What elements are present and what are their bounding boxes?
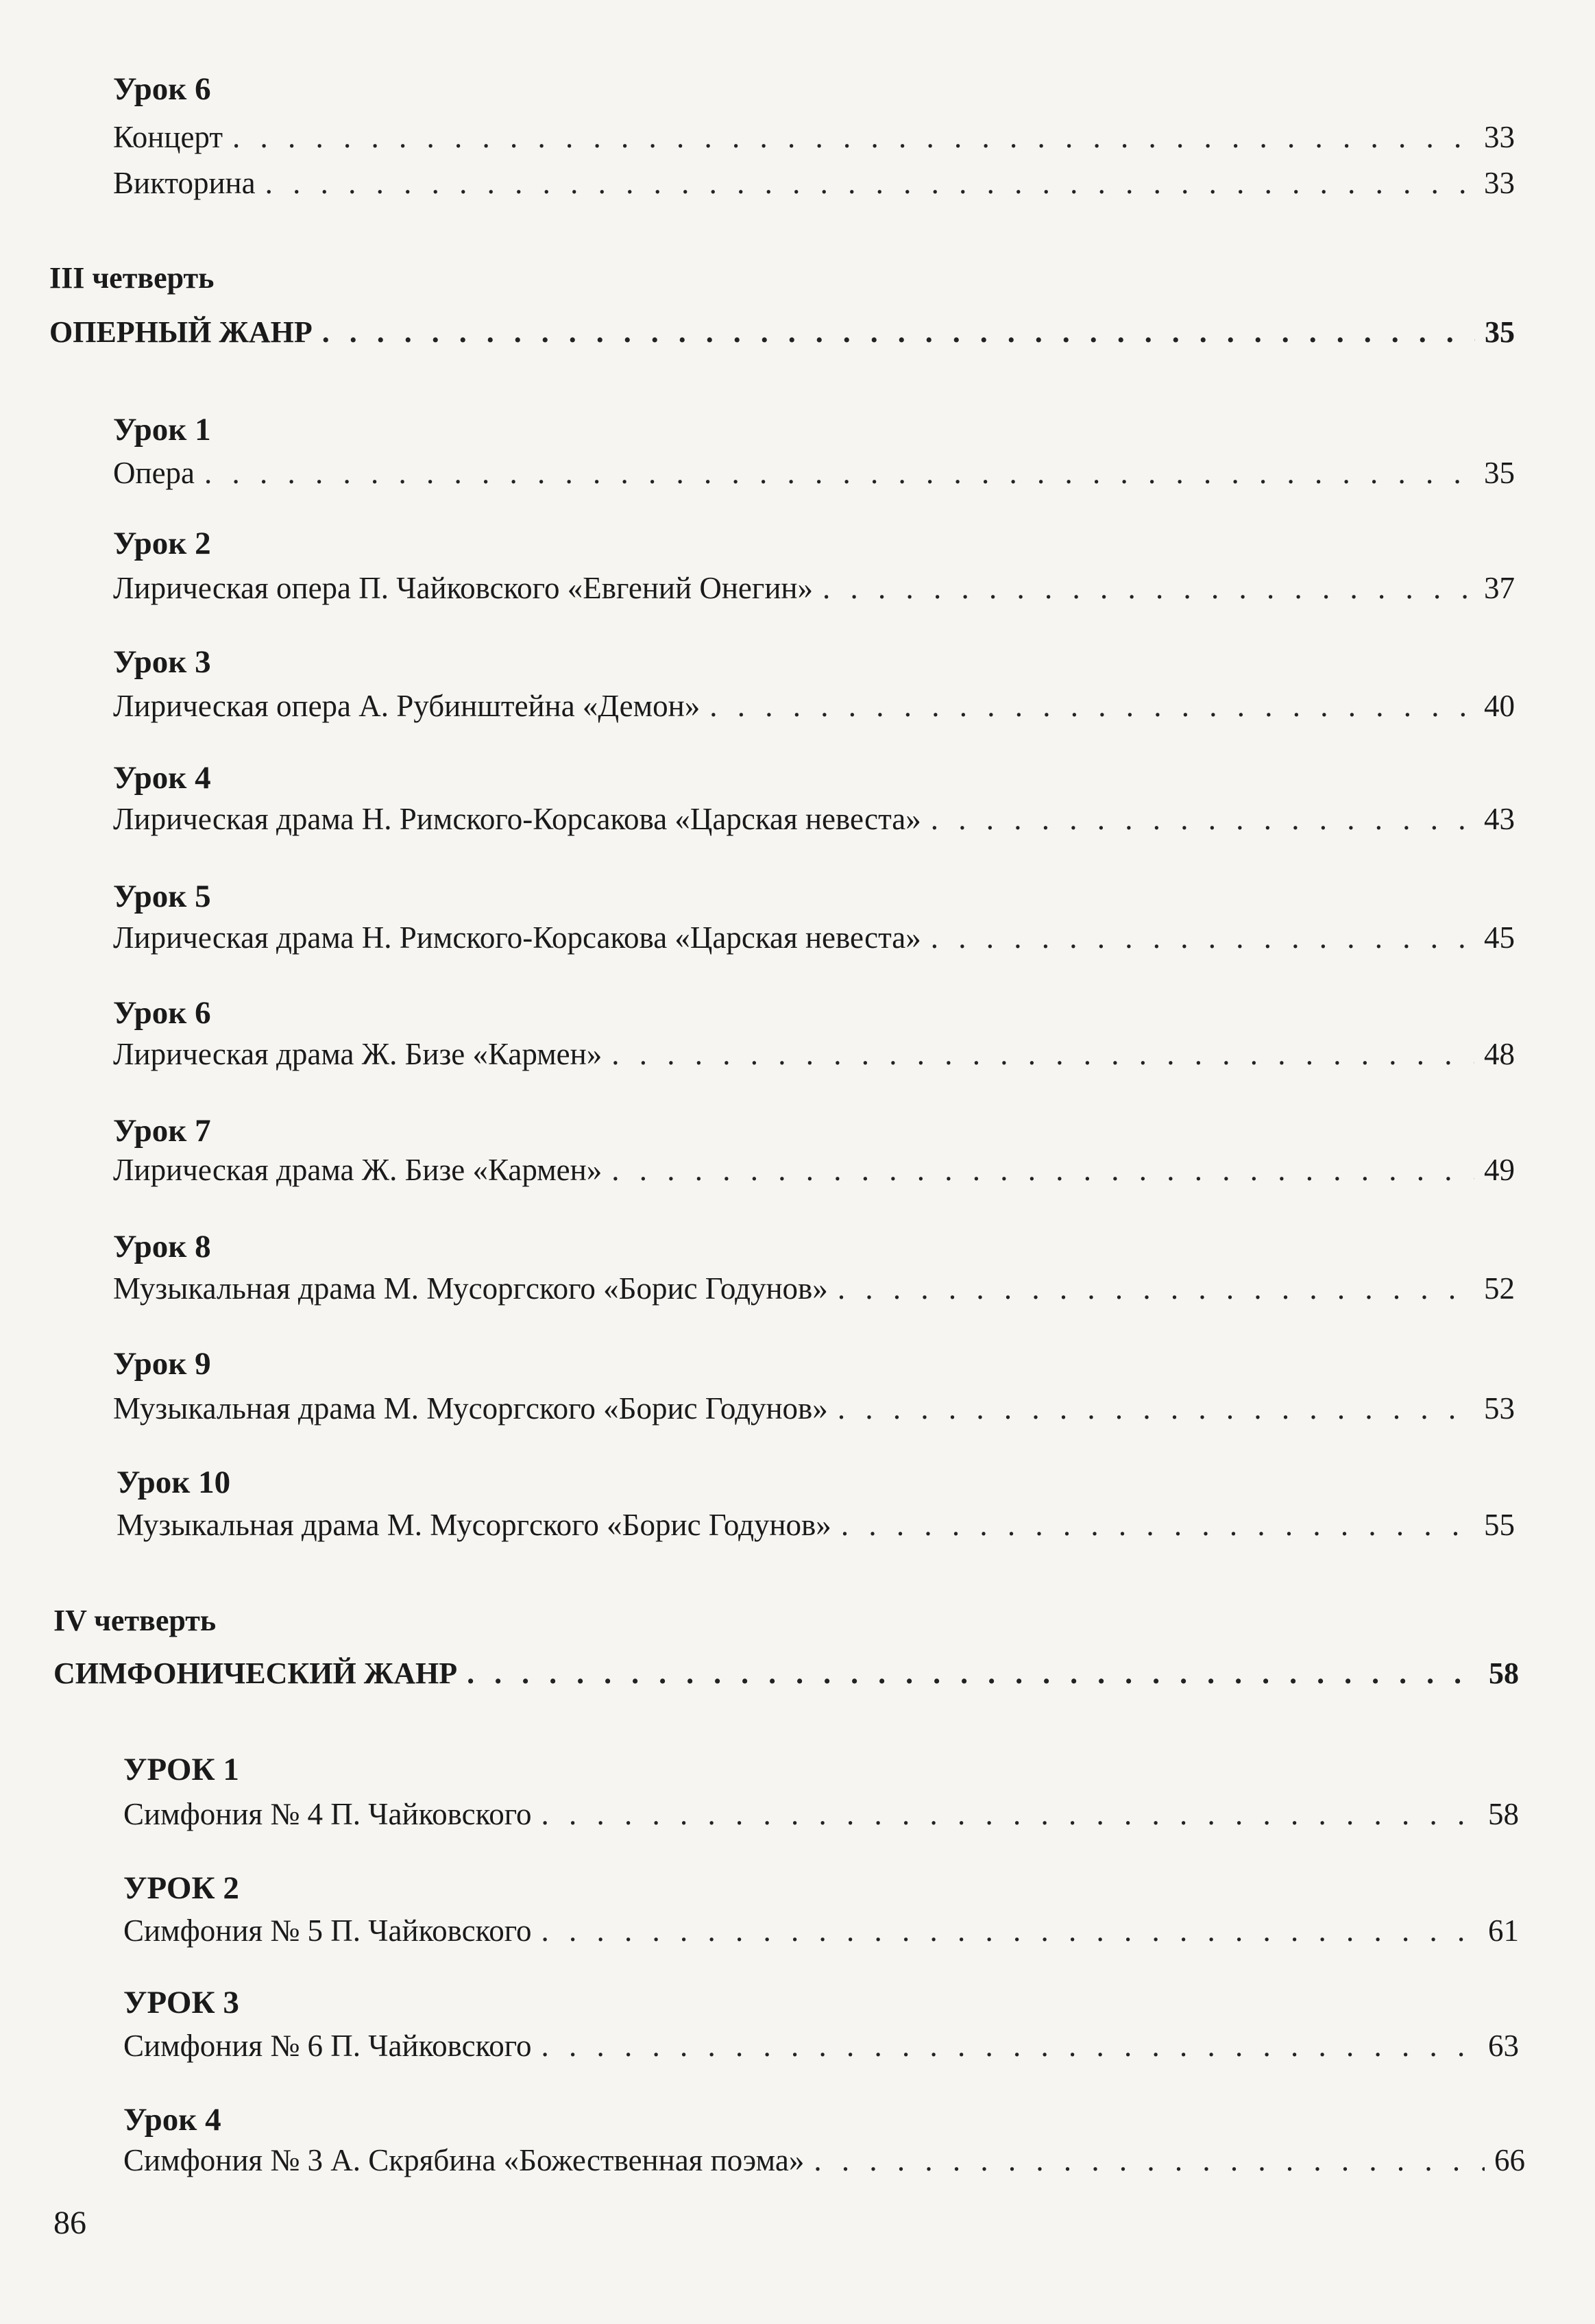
lesson-label: Урок 9 xyxy=(113,1346,211,1382)
dot-leader xyxy=(823,567,1474,609)
entry-page: 52 xyxy=(1484,1271,1515,1306)
toc-entry[interactable] xyxy=(123,2140,1525,2181)
entry-page: 53 xyxy=(1484,1391,1515,1426)
toc-entry-quiz[interactable] xyxy=(113,162,1515,204)
entry-title: Лирическая опера П. Чайковского «Евгений Онегин» xyxy=(113,571,814,605)
lesson-label: Урок 4 xyxy=(113,760,211,796)
dot-leader xyxy=(541,1794,1478,1835)
lesson-label: Урок 4 xyxy=(123,2102,221,2138)
lesson-label: Урок 2 xyxy=(113,526,211,561)
toc-entry[interactable] xyxy=(113,917,1515,958)
entry-title: Музыкальная драма М. Мусоргского «Борис Годунов» xyxy=(113,1391,828,1426)
toc-entry[interactable] xyxy=(113,1149,1515,1190)
toc-entry[interactable] xyxy=(113,1388,1515,1429)
entry-page: 48 xyxy=(1484,1037,1515,1071)
section-title: ОПЕРНЫЙ ЖАНР xyxy=(49,315,313,349)
entry-title: Лирическая драма Ж. Бизе «Кармен» xyxy=(113,1037,602,1071)
toc-entry[interactable] xyxy=(123,1794,1519,1835)
entry-title: Викторина xyxy=(113,166,256,200)
toc-entry[interactable] xyxy=(117,1504,1515,1545)
entry-page: 66 xyxy=(1494,2143,1525,2177)
entry-page: 33 xyxy=(1484,120,1515,154)
toc-section-symphony[interactable] xyxy=(53,1653,1519,1694)
dot-leader xyxy=(838,1268,1474,1309)
entry-page: 43 xyxy=(1484,802,1515,836)
lesson-label: Урок 3 xyxy=(113,644,211,680)
entry-page: 33 xyxy=(1484,166,1515,200)
entry-title: Музыкальная драма М. Мусоргского «Борис Годунов» xyxy=(113,1271,828,1306)
lesson-label: Урок 7 xyxy=(113,1113,211,1149)
entry-page: 35 xyxy=(1484,456,1515,490)
entry-page: 55 xyxy=(1484,1508,1515,1542)
lesson-label: УРОК 3 xyxy=(123,1985,239,2020)
dot-leader xyxy=(611,1149,1474,1190)
dot-leader xyxy=(467,1653,1479,1694)
entry-title: Симфония № 6 П. Чайковского xyxy=(123,2029,532,2063)
toc-entry[interactable] xyxy=(113,685,1515,726)
toc-entry-concert[interactable] xyxy=(113,117,1515,158)
dot-leader xyxy=(541,1910,1478,1951)
dot-leader xyxy=(814,2140,1485,2181)
entry-title: Лирическая драма Н. Римского-Корсакова «Царская невеста» xyxy=(113,802,921,836)
toc-entry[interactable] xyxy=(113,1268,1515,1309)
section-page: 58 xyxy=(1489,1656,1519,1690)
lesson-label: Урок 6 xyxy=(113,995,211,1031)
lesson-label: Урок 10 xyxy=(117,1465,231,1500)
quarter-label: IV четверть xyxy=(53,1604,217,1637)
toc-entry[interactable] xyxy=(113,1033,1515,1075)
entry-title: Лирическая драма Ж. Бизе «Кармен» xyxy=(113,1153,602,1187)
lesson-label: Урок 8 xyxy=(113,1229,211,1264)
toc-entry[interactable] xyxy=(113,798,1515,840)
lesson-label: УРОК 2 xyxy=(123,1870,239,1906)
entry-title: Симфония № 3 А. Скрябина «Божественная поэма» xyxy=(123,2143,805,2177)
section-page: 35 xyxy=(1485,315,1515,349)
toc-section-opera[interactable] xyxy=(49,312,1515,353)
entry-title: Музыкальная драма М. Мусоргского «Борис Годунов» xyxy=(117,1508,831,1542)
dot-leader xyxy=(931,798,1474,840)
toc-entry[interactable] xyxy=(123,2025,1519,2066)
dot-leader xyxy=(838,1388,1474,1429)
dot-leader xyxy=(265,162,1474,204)
dot-leader xyxy=(709,685,1474,726)
toc-entry[interactable] xyxy=(113,567,1515,609)
dot-leader xyxy=(232,117,1474,158)
entry-title: Лирическая опера А. Рубинштейна «Демон» xyxy=(113,689,701,723)
entry-page: 40 xyxy=(1484,689,1515,723)
toc-entry[interactable] xyxy=(113,452,1515,493)
entry-title: Опера xyxy=(113,456,195,490)
dot-leader xyxy=(204,452,1474,493)
entry-title: Концерт xyxy=(113,120,223,154)
entry-page: 58 xyxy=(1488,1797,1519,1831)
entry-title: Симфония № 4 П. Чайковского xyxy=(123,1797,532,1831)
entry-title: Симфония № 5 П. Чайковского xyxy=(123,1913,532,1948)
entry-page: 37 xyxy=(1484,571,1515,605)
dot-leader xyxy=(611,1033,1474,1075)
lesson-label: Урок 6 xyxy=(113,71,211,107)
dot-leader xyxy=(541,2025,1478,2066)
lesson-label: Урок 1 xyxy=(113,412,211,448)
section-title: СИМФОНИЧЕСКИЙ ЖАНР xyxy=(53,1656,458,1690)
entry-title: Лирическая драма Н. Римского-Корсакова «Царская невеста» xyxy=(113,920,921,955)
entry-page: 45 xyxy=(1484,920,1515,955)
dot-leader xyxy=(841,1504,1474,1545)
entry-page: 61 xyxy=(1488,1913,1519,1948)
lesson-label: Урок 5 xyxy=(113,879,211,914)
toc-entry[interactable] xyxy=(123,1910,1519,1951)
lesson-label: УРОК 1 xyxy=(123,1752,239,1787)
dot-leader xyxy=(322,312,1475,353)
entry-page: 49 xyxy=(1484,1153,1515,1187)
dot-leader xyxy=(931,917,1474,958)
quarter-label: III четверть xyxy=(49,261,215,295)
page-number: 86 xyxy=(53,2205,86,2241)
entry-page: 63 xyxy=(1488,2029,1519,2063)
